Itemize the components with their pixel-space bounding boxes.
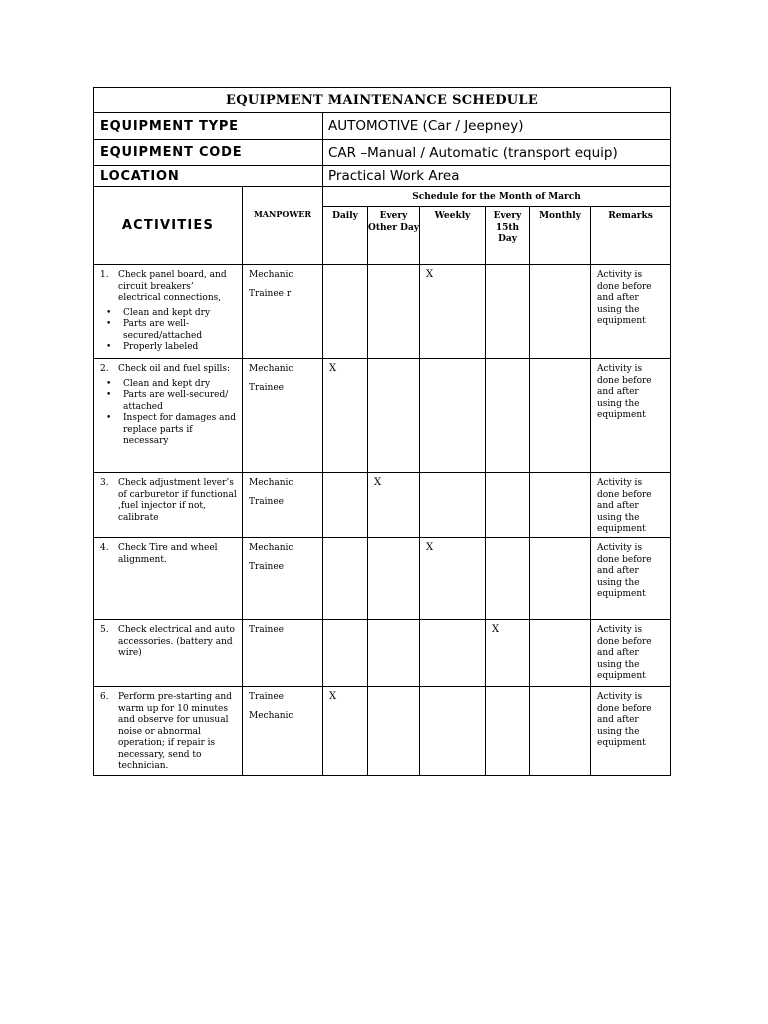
every-15th-day-mark bbox=[486, 359, 530, 473]
manpower-cell bbox=[243, 359, 323, 473]
monthly-mark bbox=[530, 620, 591, 687]
equipment-code-value: CAR –Manual / Automatic (transport equip) bbox=[323, 140, 671, 166]
activity-cell bbox=[94, 359, 243, 473]
remarks-header: Remarks bbox=[591, 207, 671, 265]
every-15th-day-mark bbox=[486, 687, 530, 776]
equipment-type-label: EQUIPMENT TYPE bbox=[94, 113, 323, 140]
location-value: Practical Work Area bbox=[323, 166, 671, 187]
every-other-day-header: Every Other Day bbox=[368, 207, 420, 265]
table-row bbox=[94, 687, 671, 776]
activity-text: Check panel board, and circuit breakers’ electrical connections, bbox=[118, 270, 227, 303]
monthly-mark bbox=[530, 473, 591, 538]
manpower-role: Mechanic bbox=[249, 710, 294, 721]
manpower-role: Trainee bbox=[249, 496, 284, 507]
activity-text: Check electrical and auto accessories. (battery and wire) bbox=[118, 625, 235, 658]
document-title: EQUIPMENT MAINTENANCE SCHEDULE bbox=[94, 88, 671, 113]
monthly-header: Monthly bbox=[530, 207, 591, 265]
checklist-item-text: Inspect for damages and replace parts if necessary bbox=[123, 413, 237, 446]
manpower-role: Mechanic bbox=[249, 478, 294, 488]
activity-number: 6. bbox=[100, 692, 109, 702]
every-15th-day-mark bbox=[486, 265, 530, 359]
checklist-item-text: Parts are well-secured/ attached bbox=[123, 390, 229, 412]
bullet-icon: • bbox=[106, 378, 112, 389]
activity-cell bbox=[94, 473, 243, 538]
activity-number: 2. bbox=[100, 364, 109, 374]
table-row bbox=[94, 538, 671, 620]
manpower-cell bbox=[243, 538, 323, 620]
daily-mark bbox=[323, 620, 368, 687]
manpower-role: Trainee bbox=[249, 692, 284, 702]
list-item bbox=[100, 390, 238, 413]
list-item bbox=[100, 342, 238, 354]
schedule-month-header: Schedule for the Month of March bbox=[323, 187, 671, 207]
manpower-role: Mechanic bbox=[249, 364, 294, 374]
every-other-day-mark: X bbox=[368, 473, 420, 538]
every-15th-day-mark bbox=[486, 538, 530, 620]
activity-number: 4. bbox=[100, 543, 109, 553]
weekly-mark bbox=[420, 687, 486, 776]
weekly-mark: X bbox=[420, 538, 486, 620]
list-item bbox=[100, 413, 238, 448]
activity-number: 3. bbox=[100, 478, 109, 488]
monthly-mark bbox=[530, 538, 591, 620]
remarks-cell: Activity is done before and after using the equipment bbox=[591, 359, 671, 473]
weekly-mark bbox=[420, 359, 486, 473]
table-row bbox=[94, 265, 671, 359]
weekly-header: Weekly bbox=[420, 207, 486, 265]
manpower-role: Trainee bbox=[249, 382, 284, 393]
checklist-item-text: Properly labeled bbox=[123, 342, 199, 352]
every-other-day-mark bbox=[368, 687, 420, 776]
activity-checklist bbox=[100, 379, 238, 448]
manpower-cell bbox=[243, 265, 323, 359]
manpower-header: MANPOWER bbox=[243, 187, 323, 265]
every-15th-day-mark: X bbox=[486, 620, 530, 687]
activity-number: 1. bbox=[100, 270, 109, 280]
remarks-cell: Activity is done before and after using the equipment bbox=[591, 620, 671, 687]
bullet-icon: • bbox=[106, 390, 112, 400]
equipment-code-label: EQUIPMENT CODE bbox=[94, 140, 323, 166]
checklist-item-text: Parts are well-secured/attached bbox=[123, 319, 203, 341]
manpower-cell bbox=[243, 473, 323, 538]
manpower-role: Trainee bbox=[249, 561, 284, 572]
maintenance-schedule-table bbox=[93, 87, 671, 776]
daily-mark bbox=[323, 538, 368, 620]
activity-text: Check Tire and wheel alignment. bbox=[118, 543, 218, 565]
weekly-mark bbox=[420, 473, 486, 538]
list-item bbox=[100, 379, 238, 391]
list-item bbox=[100, 308, 238, 320]
table-row bbox=[94, 473, 671, 538]
daily-mark: X bbox=[323, 687, 368, 776]
remarks-cell: Activity is done before and after using the equipment bbox=[591, 473, 671, 538]
table-row bbox=[94, 620, 671, 687]
every-other-day-mark bbox=[368, 620, 420, 687]
daily-mark bbox=[323, 473, 368, 538]
every-other-day-mark bbox=[368, 265, 420, 359]
daily-header: Daily bbox=[323, 207, 368, 265]
remarks-cell: Activity is done before and after using the equipment bbox=[591, 265, 671, 359]
weekly-mark bbox=[420, 620, 486, 687]
manpower-cell bbox=[243, 620, 323, 687]
activity-cell bbox=[94, 687, 243, 776]
manpower-cell bbox=[243, 687, 323, 776]
monthly-mark bbox=[530, 687, 591, 776]
activity-text: Check oil and fuel spills: bbox=[118, 364, 231, 374]
daily-mark bbox=[323, 265, 368, 359]
activity-text: Check adjustment lever’s of carburetor if functional ,fuel injector if not, calibrate bbox=[118, 478, 237, 523]
every-15th-day-header: Every 15th Day bbox=[486, 207, 530, 265]
bullet-icon: • bbox=[106, 413, 112, 423]
weekly-mark: X bbox=[420, 265, 486, 359]
bullet-icon: • bbox=[106, 342, 112, 352]
activity-checklist bbox=[100, 308, 238, 354]
activity-cell bbox=[94, 265, 243, 359]
activity-rows bbox=[94, 265, 671, 776]
activity-cell bbox=[94, 538, 243, 620]
remarks-cell: Activity is done before and after using the equipment bbox=[591, 538, 671, 620]
list-item bbox=[100, 319, 238, 342]
every-other-day-mark bbox=[368, 538, 420, 620]
table-row bbox=[94, 359, 671, 473]
daily-mark: X bbox=[323, 359, 368, 473]
every-other-day-mark bbox=[368, 359, 420, 473]
activity-number: 5. bbox=[100, 625, 109, 635]
activities-header: ACTIVITIES bbox=[94, 187, 243, 265]
activity-cell bbox=[94, 620, 243, 687]
checklist-item-text: Clean and kept dry bbox=[123, 378, 211, 389]
monthly-mark bbox=[530, 265, 591, 359]
every-15th-day-mark bbox=[486, 473, 530, 538]
manpower-role: Mechanic bbox=[249, 270, 294, 280]
equipment-type-value: AUTOMOTIVE (Car / Jeepney) bbox=[323, 113, 671, 140]
remarks-cell: Activity is done before and after using the equipment bbox=[591, 687, 671, 776]
manpower-role: Mechanic bbox=[249, 543, 294, 553]
checklist-item-text: Clean and kept dry bbox=[123, 307, 211, 318]
location-label: LOCATION bbox=[94, 166, 323, 187]
manpower-role: Trainee r bbox=[249, 288, 292, 299]
activity-text: Perform pre-starting and warm up for 10 minutes and observe for unusual noise or abnormal operation; if repair is necessary, send to technician. bbox=[118, 692, 232, 771]
bullet-icon: • bbox=[106, 307, 112, 318]
bullet-icon: • bbox=[106, 319, 112, 329]
monthly-mark bbox=[530, 359, 591, 473]
manpower-role: Trainee bbox=[249, 625, 284, 635]
